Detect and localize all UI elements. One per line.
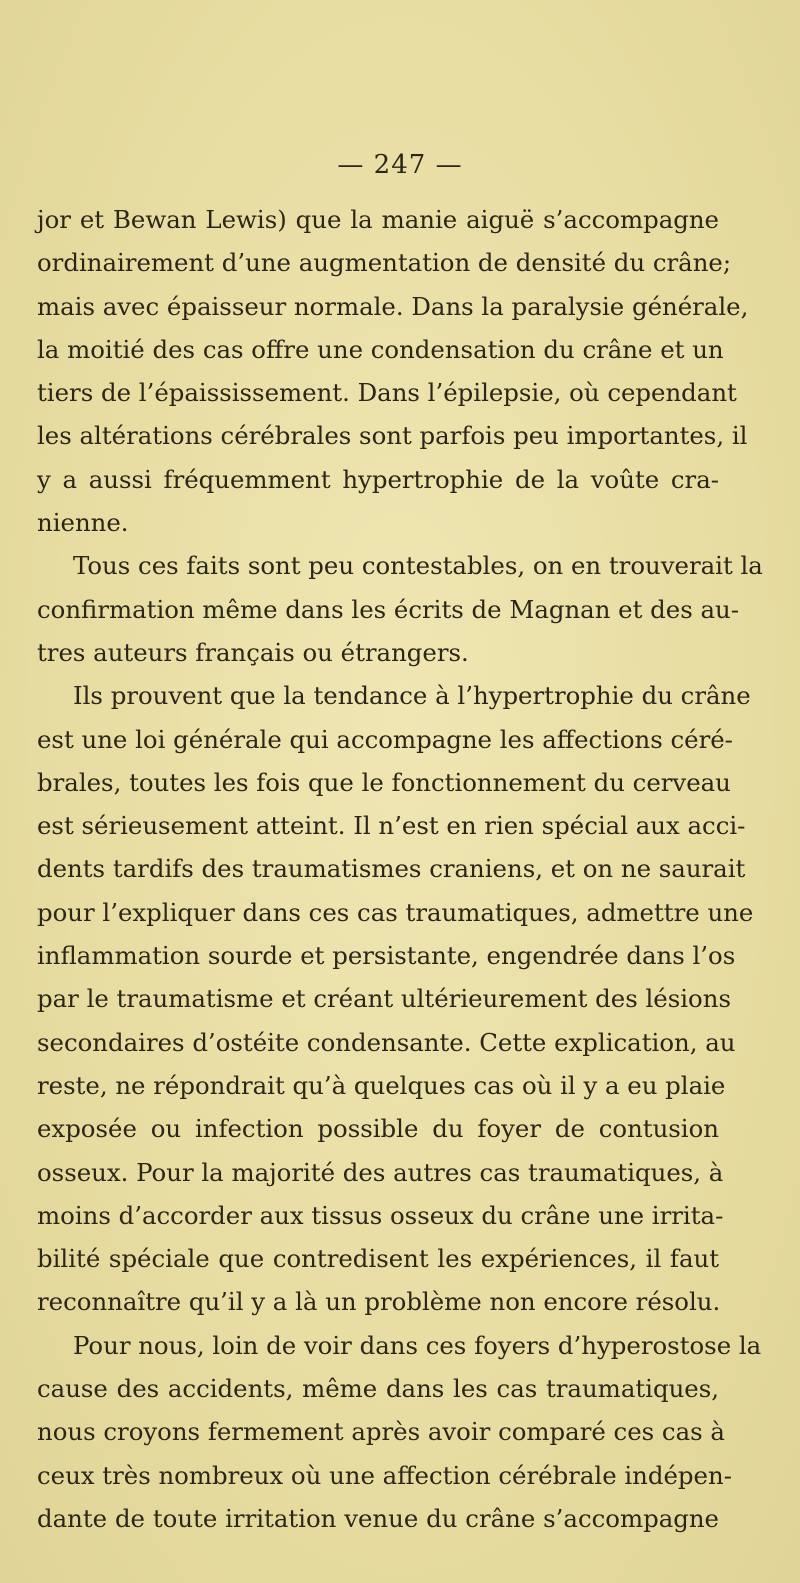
text-line: est sérieusement atteint. Il n’est en rien spécial aux acci- <box>37 811 746 841</box>
text-line: Ils prouvent que la tendance à l’hypertrophie du crâne <box>73 681 751 711</box>
body-text <box>37 198 763 1540</box>
text-line: reste, ne répondrait qu’à quelques cas où il y a eu plaie <box>37 1070 726 1100</box>
text-line: les altérations cérébrales sont parfois peu importantes, il <box>37 421 748 451</box>
text-line: tres auteurs français ou étrangers. <box>37 637 469 667</box>
text-line: la moitié des cas offre une condensation du crâne et un <box>37 334 724 364</box>
text-line: exposée ou infection possible du foyer de contusion <box>37 1114 719 1144</box>
text-line: est une loi générale qui accompagne les affections céré- <box>37 724 733 754</box>
text-line: mais avec épaisseur normale. Dans la paralysie générale, <box>37 291 749 321</box>
text-line: brales, toutes les fois que le fonctionnement du cerveau <box>37 767 731 797</box>
text-line: jor et Bewan Lewis) que la manie aiguë s’accompagne <box>37 205 719 234</box>
text-line: reconnaître qu’il y a là un problème non encore résolu. <box>37 1287 721 1317</box>
text-line: tiers de l’épaississement. Dans l’épilepsie, où cependant <box>37 378 737 408</box>
text-line: dante de toute irritation venue du crâne s’accompagne <box>37 1503 719 1533</box>
text-line: bilité spéciale que contredisent les expériences, il faut <box>37 1244 719 1274</box>
text-line: cause des accidents, même dans les cas traumatiques, <box>37 1374 719 1404</box>
text-line: pour l’expliquer dans ces cas traumatiques, admettre une <box>37 897 754 927</box>
text-line: Pour nous, loin de voir dans ces foyers d’hyperostose la <box>73 1330 762 1360</box>
text-line: par le traumatisme et créant ultérieurement des lésions <box>37 984 731 1014</box>
text-line: y a aussi fréquemment hypertrophie de la voûte cra- <box>37 464 719 494</box>
text-line: nienne. <box>37 508 129 538</box>
text-line: inflammation sourde et persistante, engendrée dans l’os <box>37 941 736 971</box>
text-line: confirmation même dans les écrits de Magnan et des au- <box>37 594 739 624</box>
text-line: dents tardifs des traumatismes craniens, et on ne saurait <box>37 854 746 884</box>
text-line: osseux. Pour la majorité des autres cas traumatiques, à <box>37 1157 724 1187</box>
text-line: Tous ces faits sont peu contestables, on en trouverait la <box>73 551 763 581</box>
text-line: secondaires d’ostéite condensante. Cette explication, au <box>37 1027 736 1057</box>
page-number: — 247 — <box>337 150 463 180</box>
text-line: nous croyons fermement après avoir comparé ces cas à <box>37 1417 725 1447</box>
text-line: moins d’accorder aux tissus osseux du crâne une irrita- <box>37 1200 724 1230</box>
text-line: ceux très nombreux où une affection cérébrale indépen- <box>37 1460 732 1490</box>
text-line: ordinairement d’une augmentation de densité du crâne; <box>37 248 732 278</box>
